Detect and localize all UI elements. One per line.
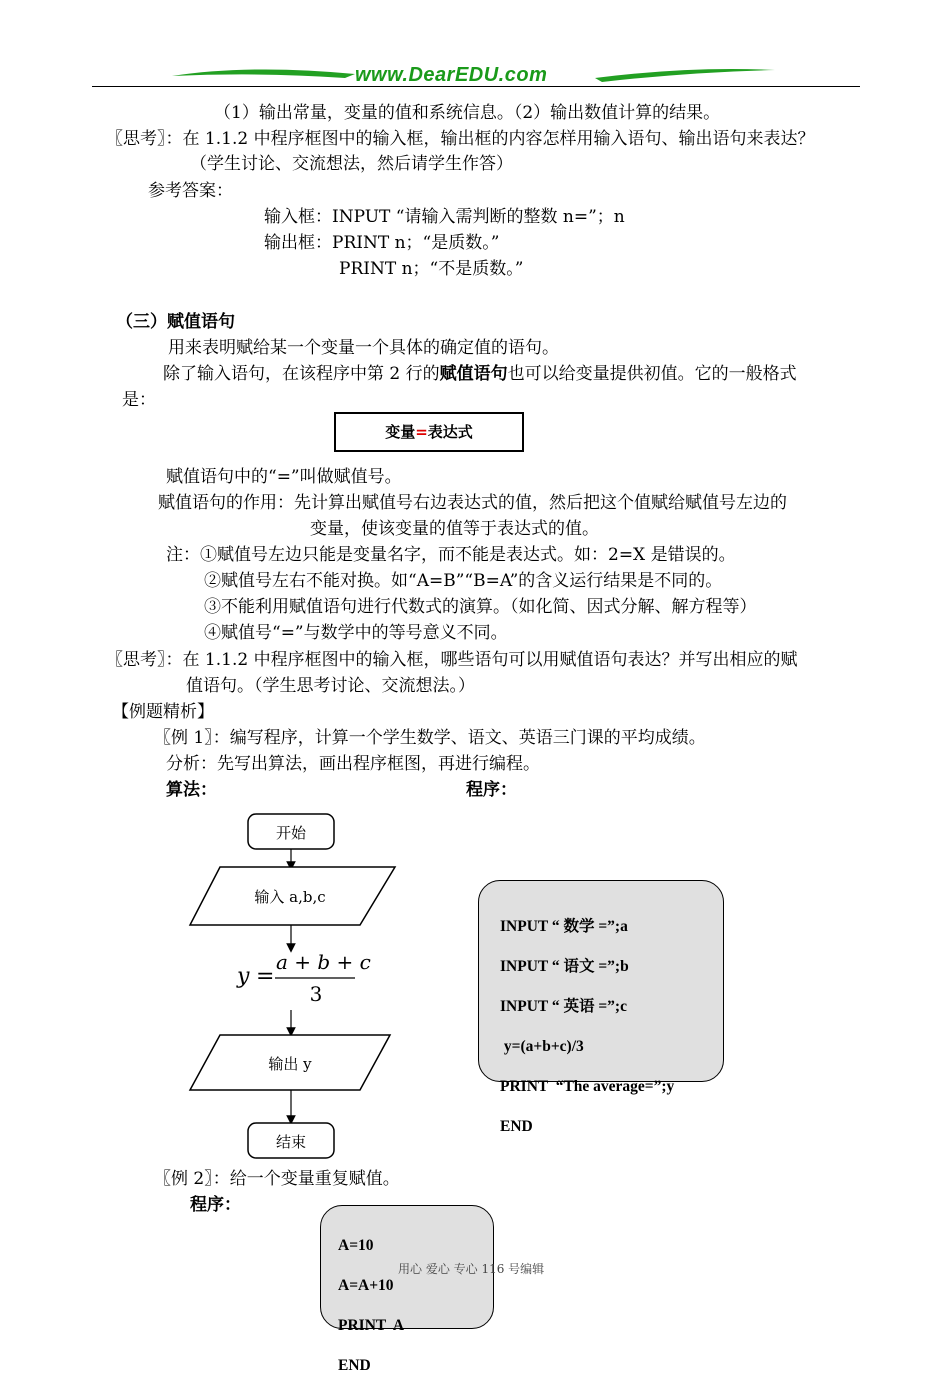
header-swoosh [170,62,780,88]
think-line: 〖思考〗：在 1.1.2 中程序框图中的输入框，输出框的内容怎样用输入语句、输出语句来表达？ [106,129,815,149]
text-line: （1）输出常量，变量的值和系统信息。（2）输出数值计算的结果。 [214,103,721,123]
section-title: 【例题精析】 [112,702,214,722]
code-line: END [500,1118,533,1135]
section-title: （三）赋值语句 [116,312,235,332]
flowchart-input-label: 输入 a,b,c [254,888,326,906]
format-right: 表达式 [427,423,473,441]
text-line: （学生讨论、交流想法，然后请学生作答） [190,154,513,174]
example-line: 〖例 1〗：编写程序，计算一个学生数学、语文、英语三门课的平均成绩。 [154,728,706,748]
formula-eq: = [256,964,275,989]
code-line: PRINT A [338,1317,405,1334]
text-span: 除了输入语句，在该程序中第 2 行的 [163,364,440,384]
formula-lhs: y [237,964,250,989]
formula-numerator: a + b + c [276,950,371,974]
header-rule [92,86,860,87]
program1-code [500,897,674,1157]
footer-note: 用心 爱心 专心 116 号编辑 [398,1262,545,1276]
code-line: PRINT “The average=”;y [500,1078,675,1095]
note-line: ④赋值号“=”与数学中的等号意义不同。 [204,623,508,643]
text-line: 用来表明赋给某一个变量一个具体的确定值的语句。 [168,338,559,358]
program2-code [338,1216,404,1396]
flowchart-start-label: 开始 [275,824,306,842]
text-line [163,363,797,385]
note-line: ②赋值号左右不能对换。如“A=B”“B=A”的含义运行结果是不同的。 [204,571,723,591]
example-line: 〖例 2〗：给一个变量重复赋值。 [154,1169,400,1189]
code-line: INPUT “ 语文 =”;b [500,958,629,975]
text-line: 变量，使该变量的值等于表达式的值。 [310,519,599,539]
text-line: 赋值语句中的“=”叫做赋值号。 [166,467,402,487]
highlight-term: 赋值语句 [439,364,508,384]
code-line: 输入框：INPUT “请输入需判断的整数 n=”；n [264,207,625,227]
code-line: y=(a+b+c)/3 [500,1038,584,1055]
note-line: 注：①赋值号左边只能是变量名字，而不能是表达式。如：2=X 是错误的。 [166,545,736,565]
formula-denominator: 3 [309,982,323,1006]
text-line: 分析：先写出算法，画出程序框图，再进行编程。 [166,754,540,774]
code-line: PRINT n；“不是质数。” [339,259,524,279]
text-line: 是： [122,390,156,410]
code-line: INPUT “ 英语 =”;c [500,998,627,1015]
algorithm-label: 算法： [166,780,217,800]
think-line: 〖思考〗：在 1.1.2 中程序框图中的输入框，哪些语句可以用赋值语句表达？并写出相应的赋 [106,650,798,670]
code-line: END [338,1357,371,1374]
text-line: 值语句。（学生思考讨论、交流想法。） [186,676,475,696]
flowchart-end-label: 结束 [275,1133,306,1151]
code-line: A=A+10 [338,1277,394,1294]
flowchart-output-label: 输出 y [268,1055,312,1073]
format-eq: = [415,423,428,441]
site-logo: www.DearEDU.com [355,64,548,86]
program-label: 程序： [466,780,517,800]
note-line: ③不能利用赋值语句进行代数式的演算。（如化简、因式分解、解方程等） [204,597,757,617]
text-line: 参考答案： [148,181,233,201]
program-label: 程序： [190,1195,241,1215]
assignment-format-box [334,412,524,452]
text-line: 赋值语句的作用：先计算出赋值号右边表达式的值，然后把这个值赋给赋值号左边的 [158,493,787,513]
text-span: 也可以给变量提供初值。它的一般格式 [507,364,797,384]
code-line: INPUT “ 数学 =”;a [500,918,628,935]
code-line: A=10 [338,1237,374,1254]
code-line: 输出框：PRINT n；“是质数。” [264,233,500,253]
format-left: 变量 [385,423,416,441]
